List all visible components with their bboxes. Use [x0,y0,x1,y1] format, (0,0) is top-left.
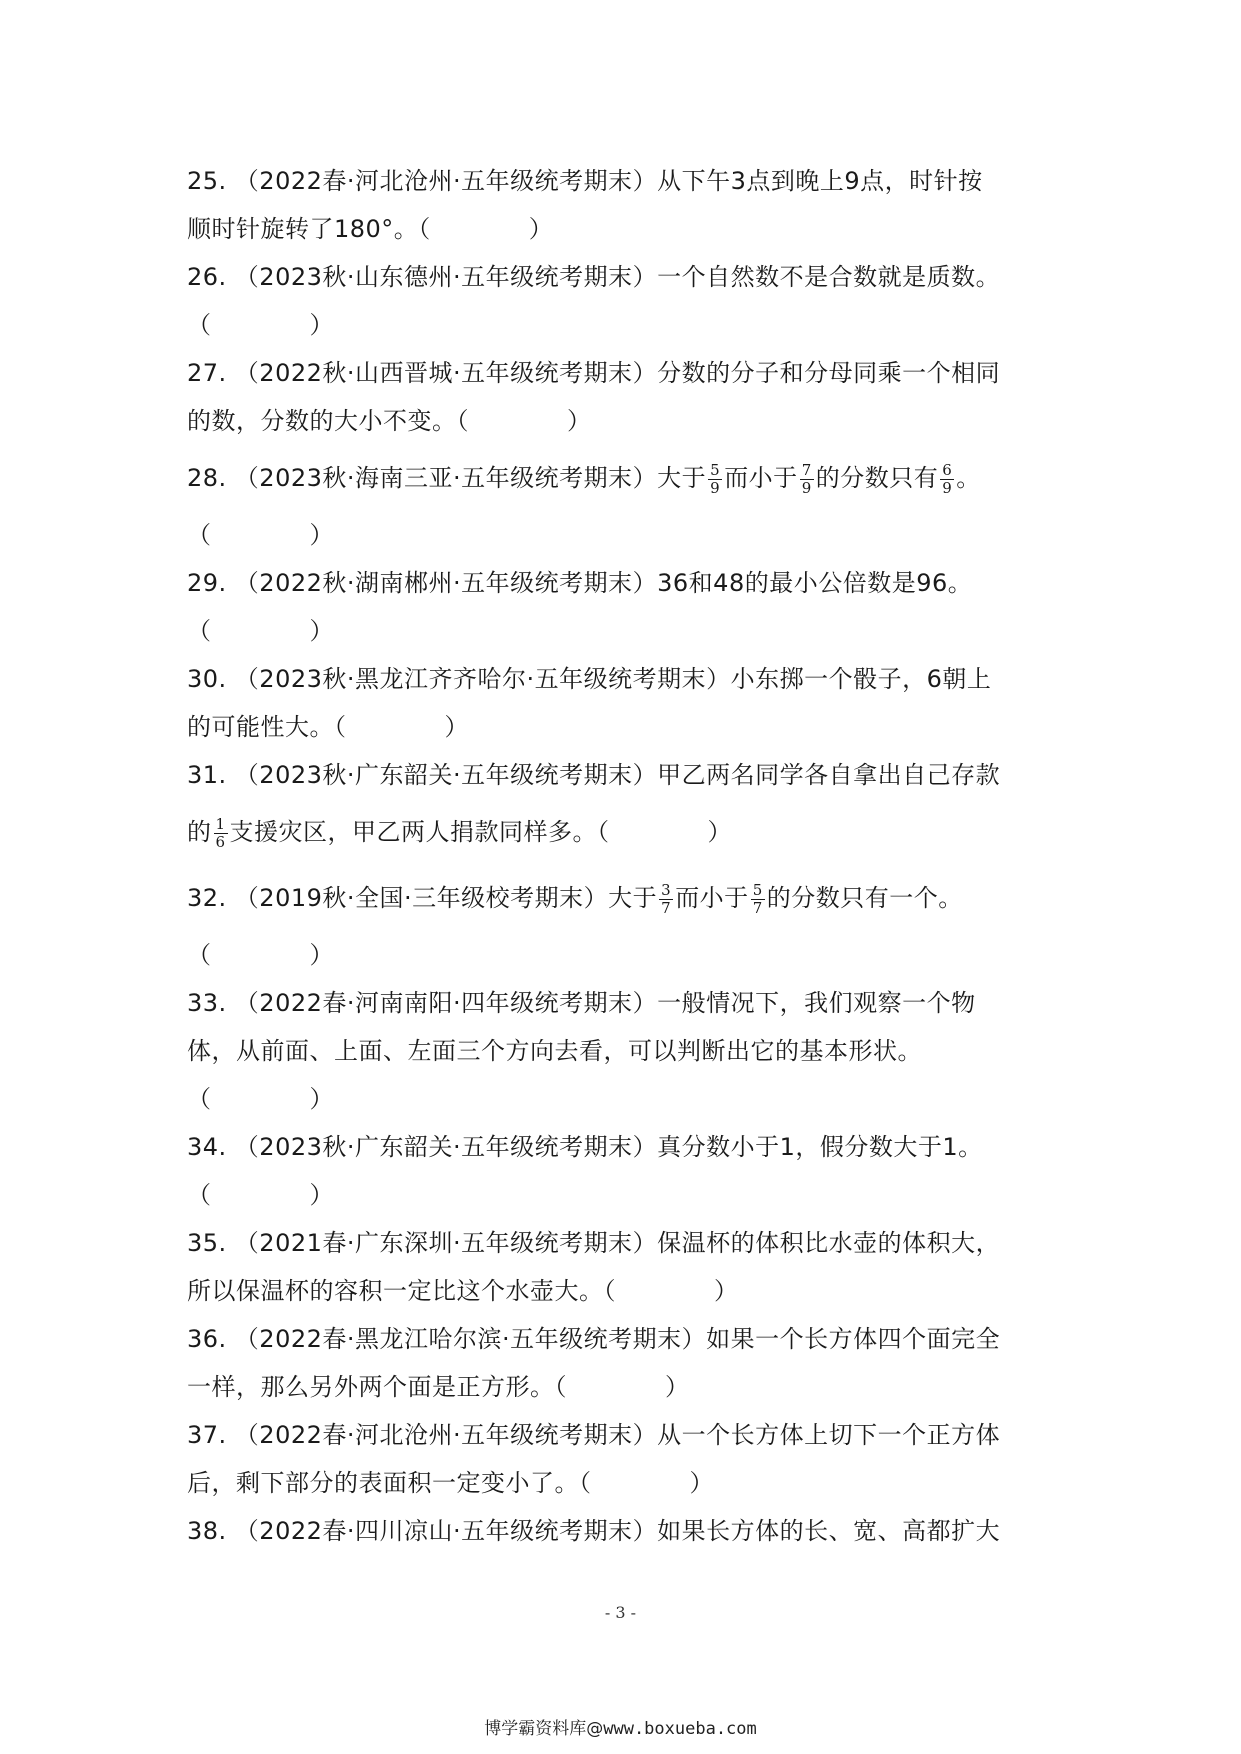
q33-line-3: （ ） [187,1085,334,1113]
q32-text-b: 而小于 [675,884,749,912]
q26-line-2: （ ） [187,311,334,339]
q31-text-b: 支援灾区，甲乙两人捐款同样多。（ ） [229,818,733,846]
q34-line-1: 34. （2023秋·广东韶关·五年级统考期末）真分数小于1，假分数大于1。 [187,1133,983,1161]
fraction-numerator: 5 [710,460,721,479]
q27-line-2: 的数，分数的大小不变。（ ） [187,407,592,435]
q32-line-2: （ ） [187,941,334,969]
question-list [187,157,1067,1555]
q28-text-a: 28. （2023秋·海南三亚·五年级统考期末）大于 [187,464,707,492]
fraction-numerator: 1 [215,814,226,833]
q32-text-a: 32. （2019秋·全国·三年级校考期末）大于 [187,884,658,912]
fraction-denominator: 7 [752,898,763,917]
site-footer [0,1714,1241,1739]
q35-line-2: 所以保温杯的容积一定比这个水壶大。（ ） [187,1277,739,1305]
fraction-denominator: 6 [215,832,226,851]
q33-line-1: 33. （2022春·河南南阳·四年级统考期末）一般情况下，我们观察一个物 [187,989,976,1017]
q28-line-2: （ ） [187,521,334,549]
q26-line-1: 26. （2023秋·山东德州·五年级统考期末）一个自然数不是合数就是质数。 [187,263,1001,291]
q31-text-a: 的 [187,818,212,846]
q35-line-1: 35. （2021春·广东深圳·五年级统考期末）保温杯的体积比水壶的体积大， [187,1229,1001,1257]
q36-line-2: 一样，那么另外两个面是正方形。（ ） [187,1373,690,1401]
q29-line-2: （ ） [187,617,334,645]
q31-line-2 [187,799,1067,865]
q36-line-1: 36. （2022春·黑龙江哈尔滨·五年级统考期末）如果一个长方体四个面完全 [187,1325,1001,1353]
fraction [659,882,673,917]
q28-text-c: 的分数只有 [815,464,939,492]
fraction-denominator: 9 [942,478,953,497]
fraction-denominator: 7 [661,898,672,917]
q32-text-c: 的分数只有一个。 [766,884,963,912]
q31-line-1: 31. （2023秋·广东韶关·五年级统考期末）甲乙两名同学各自拿出自己存款 [187,761,1001,789]
q33-line-2: 体，从前面、上面、左面三个方向去看，可以判断出它的基本形状。 [187,1037,922,1065]
q30-line-2: 的可能性大。（ ） [187,713,469,741]
q28-text-b: 而小于 [724,464,798,492]
site-at: @ [586,1719,604,1739]
q25-line-1: 25. （2022春·河北沧州·五年级统考期末）从下午3点到晚上9点，时针按 [187,167,983,195]
fraction [800,462,814,497]
fraction-denominator: 9 [801,478,812,497]
fraction-numerator: 6 [942,460,953,479]
site-url[interactable]: www.boxueba.com [603,1719,757,1739]
q34-line-2: （ ） [187,1181,334,1209]
page-number: - 3 - [604,1603,637,1622]
q32-line-1 [187,865,1067,931]
fraction-numerator: 5 [752,880,763,899]
q38-line-1: 38. （2022春·四川凉山·五年级统考期末）如果长方体的长、宽、高都扩大 [187,1517,1001,1545]
q27-line-1: 27. （2022秋·山西晋城·五年级统考期末）分数的分子和分母同乘一个相同 [187,359,1001,387]
fraction-numerator: 7 [801,460,812,479]
fraction [214,816,228,851]
fraction [708,462,722,497]
fraction-numerator: 3 [661,880,672,899]
site-name: 博学霸资料库 [484,1719,587,1739]
q28-text-d: 。 [956,464,981,492]
fraction [940,462,954,497]
q37-line-1: 37. （2022春·河北沧州·五年级统考期末）从一个长方体上切下一个正方体 [187,1421,1001,1449]
q29-line-1: 29. （2022秋·湖南郴州·五年级统考期末）36和48的最小公倍数是96。 [187,569,973,597]
q30-line-1: 30. （2023秋·黑龙江齐齐哈尔·五年级统考期末）小东掷一个骰子，6朝上 [187,665,992,693]
fraction [751,882,765,917]
q28-line-1 [187,445,1067,511]
q37-line-2: 后，剩下部分的表面积一定变小了。（ ） [187,1469,714,1497]
q25-line-2: 顺时针旋转了180°。（ ） [187,215,554,243]
fraction-denominator: 9 [710,478,721,497]
